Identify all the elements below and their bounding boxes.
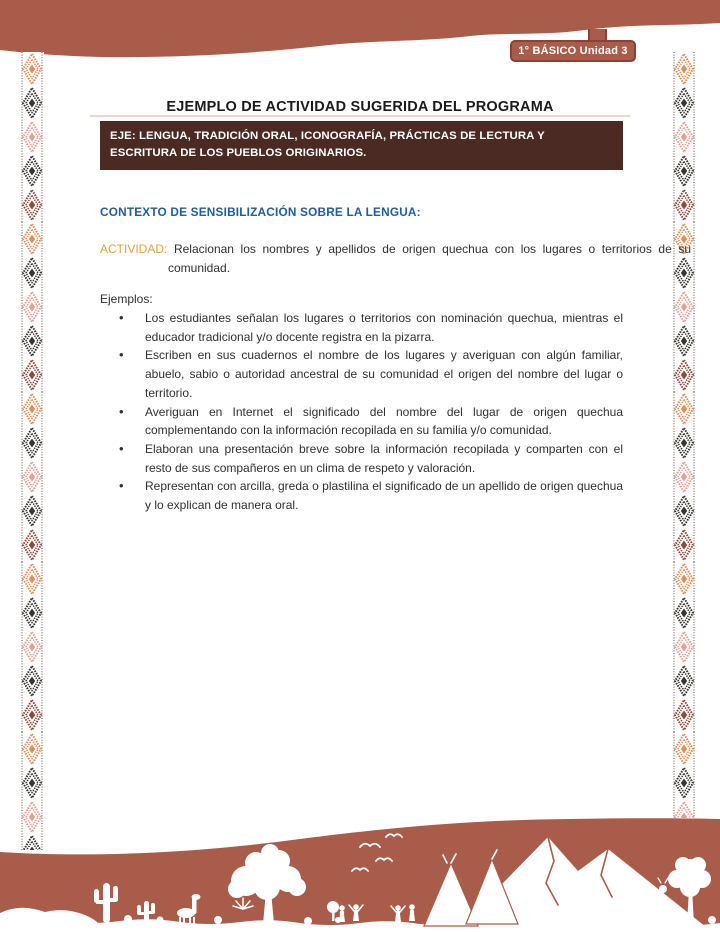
activity-paragraph bbox=[100, 240, 691, 278]
example-item: • Los estudiantes señalan los lugares o territorios con nominación quechua, mientras el educador tradicional y/o docente registra en la pizarra. bbox=[100, 309, 623, 346]
example-item: • Averiguan en Internet el significado del nombre del lugar de origen quechua complementando con la información recopilada en su familia y/o comunidad. bbox=[100, 403, 623, 440]
unit-badge: 1° BÁSICO Unidad 3 bbox=[510, 40, 636, 62]
activity-text: Relacionan los nombres y apellidos de origen quechua con los lugares o territorios de su comunidad. bbox=[168, 242, 692, 275]
examples-list bbox=[100, 309, 623, 515]
textile-border-left bbox=[20, 52, 44, 850]
context-heading: CONTEXTO DE SENSIBILIZACIÓN SOBRE LA LENGUA: bbox=[100, 205, 421, 219]
eje-banner: EJE: LENGUA, TRADICIÓN ORAL, ICONOGRAFÍA, PRÁCTICAS DE LECTURA Y ESCRITURA DE LOS PUEBLOS ORIGINARIOS. bbox=[100, 121, 623, 170]
example-item: • Elaboran una presentación breve sobre la información recopilada y comparten con el resto de sus compañeros en un clima de respeto y valoración. bbox=[100, 440, 623, 477]
textile-border-right bbox=[672, 52, 696, 818]
page-title: EJEMPLO DE ACTIVIDAD SUGERIDA DEL PROGRAMA bbox=[166, 98, 554, 115]
activity-label: ACTIVIDAD: bbox=[100, 242, 168, 256]
footer-landscape-art bbox=[0, 817, 720, 932]
examples-label: Ejemplos: bbox=[100, 292, 153, 306]
faint-divider-line bbox=[90, 115, 630, 117]
example-item: • Representan con arcilla, greda o plastilina el significado de un apellido de origen quechua y lo explican de manera oral. bbox=[100, 477, 623, 514]
example-item: • Escriben en sus cuadernos el nombre de los lugares y averiguan con algún familiar, abuelo, sabio o autoridad ancestral de su comunidad el origen del nombre del lugar o territorio. bbox=[100, 346, 623, 402]
